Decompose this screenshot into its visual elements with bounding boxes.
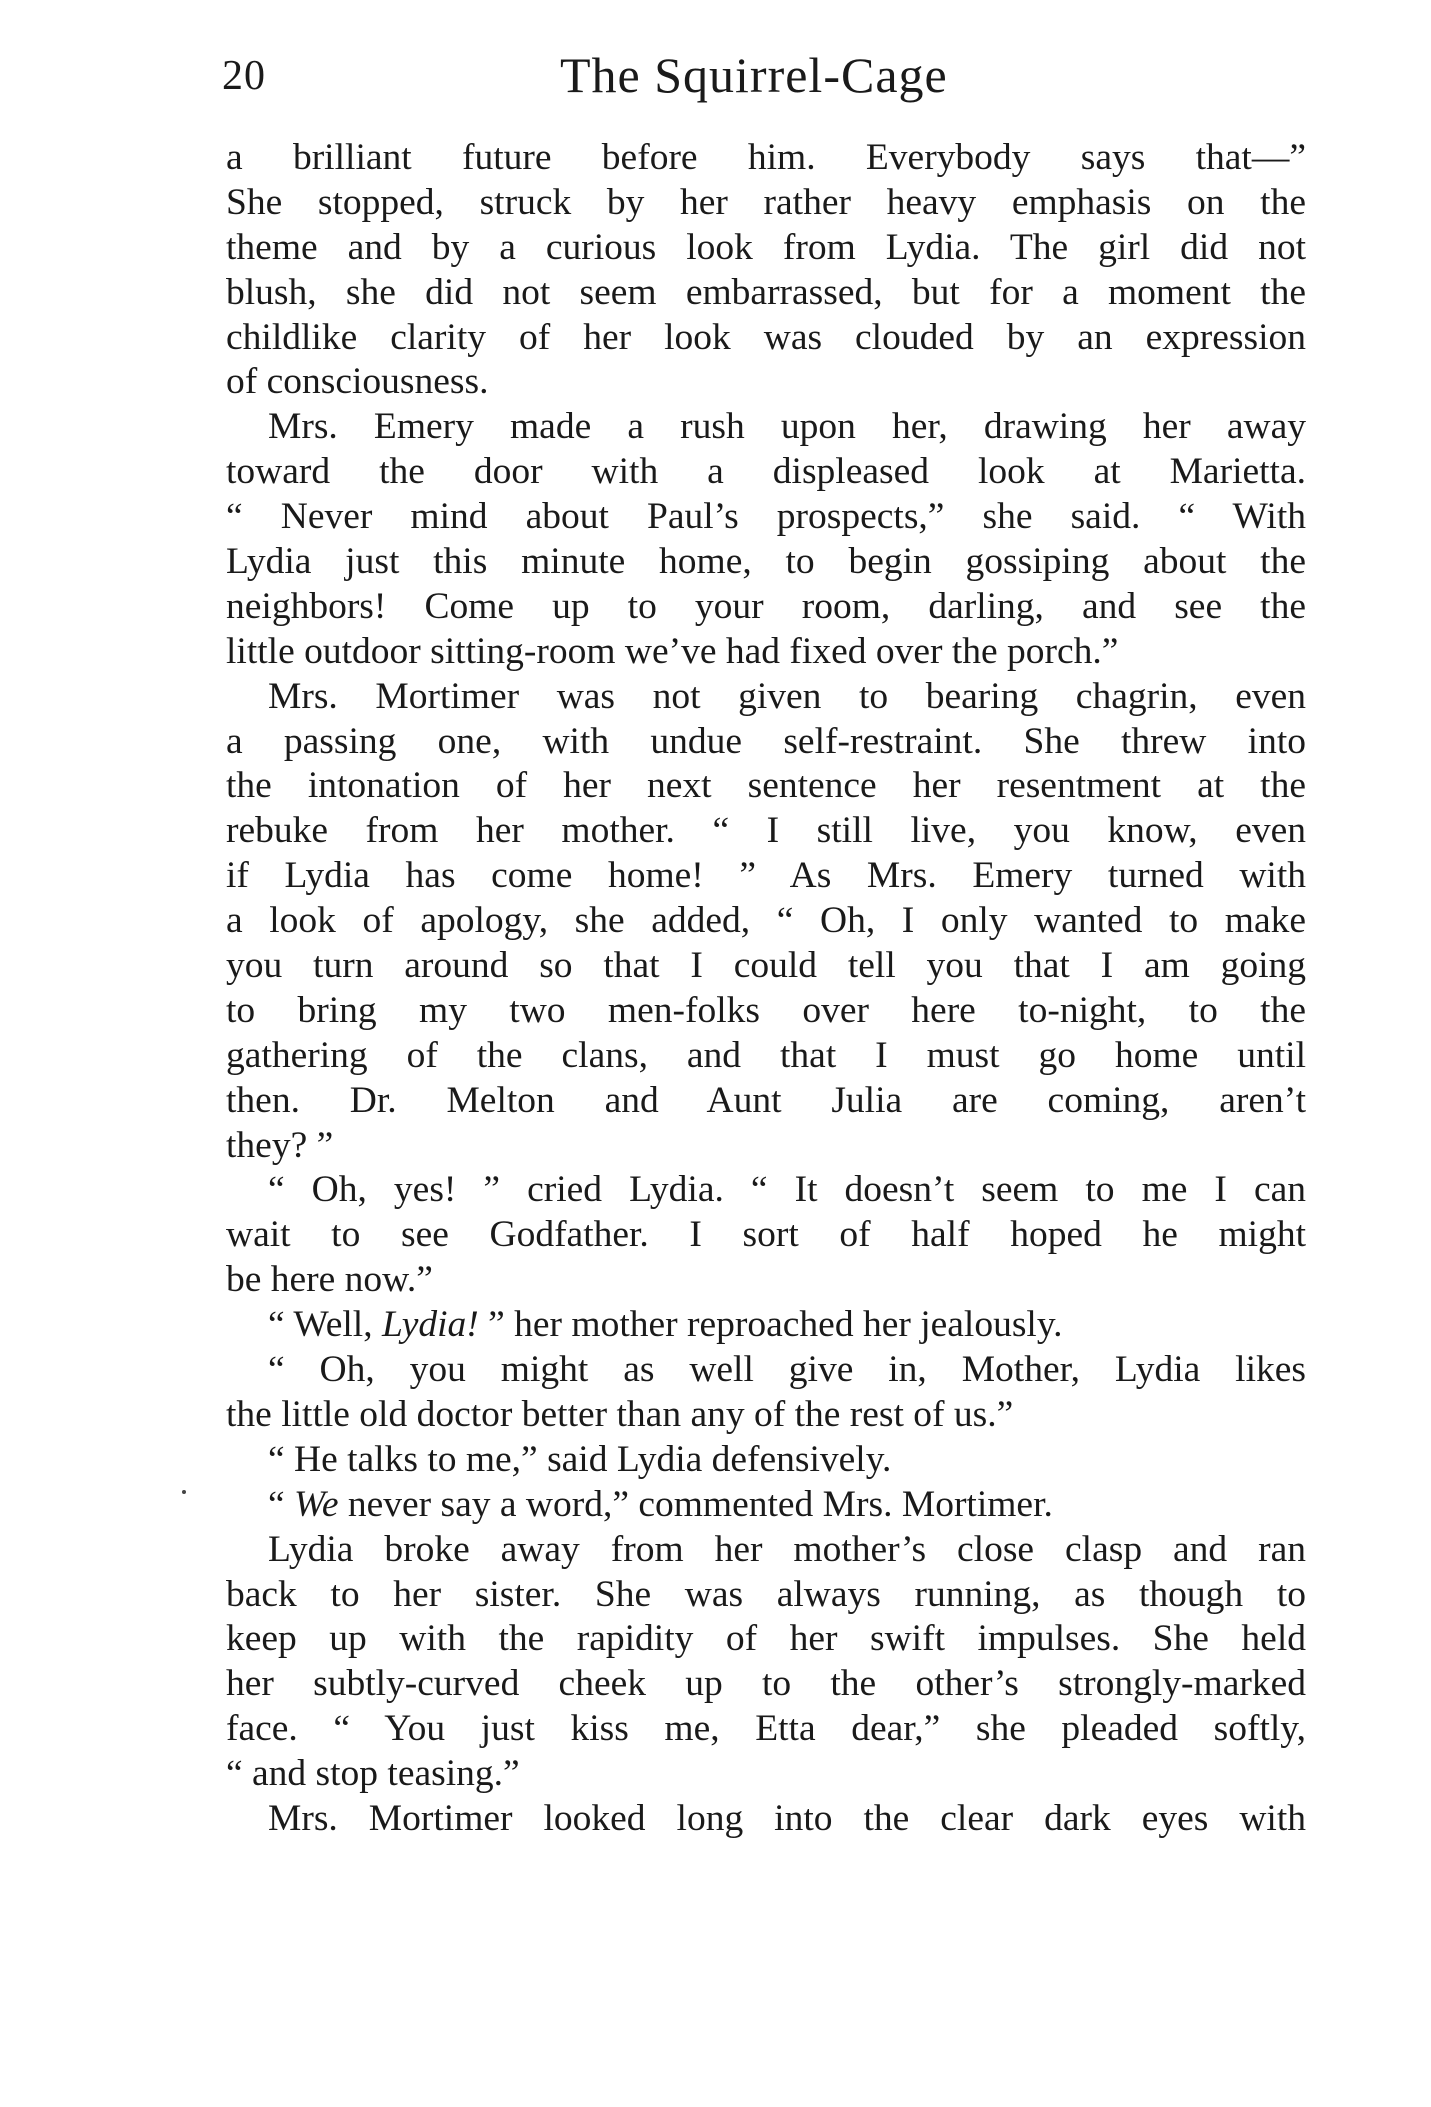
text-line: Mrs. Mortimer looked long into the clear dark eyes with (268, 1797, 1306, 1839)
text-line: “ Oh, yes! ” cried Lydia. “ It doesn’t seem to me I can (268, 1169, 1306, 1211)
text-line: a passing one, with undue self-restraint. She threw into (226, 720, 1306, 762)
text-line: little outdoor sitting-room we’ve had fixed over the porch.” (226, 630, 1119, 672)
text-line: blush, she did not seem embarrassed, but for a moment the (226, 271, 1306, 313)
text-line: a look of apology, she added, “ Oh, I only wanted to make (226, 900, 1306, 942)
text-line: wait to see Godfather. I sort of half hoped he might (226, 1214, 1306, 1256)
text-line: “ He talks to me,” said Lydia defensively. (268, 1438, 892, 1480)
text-line: gathering of the clans, and that I must go home until (226, 1034, 1306, 1076)
text-line: neighbors! Come up to your room, darling, and see the (226, 585, 1306, 627)
running-title: The Squirrel-Cage (560, 47, 948, 103)
body-text (226, 136, 1306, 1842)
text-line: to bring my two men-folks over here to-night, to the (226, 989, 1306, 1031)
text-line: if Lydia has come home! ” As Mrs. Emery turned with (226, 855, 1306, 897)
text-line: be here now.” (226, 1259, 433, 1301)
text-line: childlike clarity of her look was clouded by an expression (226, 316, 1306, 358)
text-line: “ Never mind about Paul’s prospects,” she said. “ With (226, 496, 1306, 538)
text-line: Mrs. Emery made a rush upon her, drawing her away (268, 406, 1306, 448)
text-line: face. “ You just kiss me, Etta dear,” she pleaded softly, (226, 1708, 1306, 1750)
text-line: a brilliant future before him. Everybody says that—” (226, 137, 1306, 178)
text-line: toward the door with a displeased look at Marietta. (226, 451, 1306, 493)
text-line: “ Well, Lydia! ” her mother reproached her jealously. (268, 1304, 1063, 1346)
emphasis: We (294, 1483, 339, 1525)
text-line: Mrs. Mortimer was not given to bearing chagrin, even (268, 675, 1306, 717)
text-line: keep up with the rapidity of her swift impulses. She held (226, 1618, 1306, 1660)
text-line: the intonation of her next sentence her resentment at the (226, 765, 1306, 807)
text-line: you turn around so that I could tell you that I am going (226, 945, 1306, 987)
text-line: the little old doctor better than any of the rest of us.” (226, 1393, 1014, 1435)
text-line: “ We never say a word,” commented Mrs. Mortimer. (268, 1483, 1053, 1525)
margin-speck (182, 1490, 186, 1494)
text-line: theme and by a curious look from Lydia. The girl did not (226, 226, 1306, 268)
text-line: rebuke from her mother. “ I still live, you know, even (226, 810, 1306, 852)
page-number: 20 (222, 53, 266, 99)
text-line: her subtly-curved cheek up to the other’s strongly-marked (226, 1663, 1306, 1705)
text-line: Lydia broke away from her mother’s close clasp and ran (268, 1528, 1306, 1570)
text-line: back to her sister. She was always running, as though to (226, 1573, 1306, 1615)
text-line: “ and stop teasing.” (226, 1753, 520, 1795)
emphasis: Lydia! (381, 1304, 479, 1346)
text-line: they? ” (226, 1124, 334, 1166)
text-line: “ Oh, you might as well give in, Mother, Lydia likes (268, 1349, 1306, 1391)
text-line: She stopped, struck by her rather heavy emphasis on the (226, 181, 1306, 223)
page-header (0, 47, 1431, 112)
text-line: Lydia just this minute home, to begin gossiping about the (226, 541, 1306, 583)
text-line: then. Dr. Melton and Aunt Julia are coming, aren’t (226, 1079, 1306, 1121)
text-line: of consciousness. (226, 361, 489, 403)
